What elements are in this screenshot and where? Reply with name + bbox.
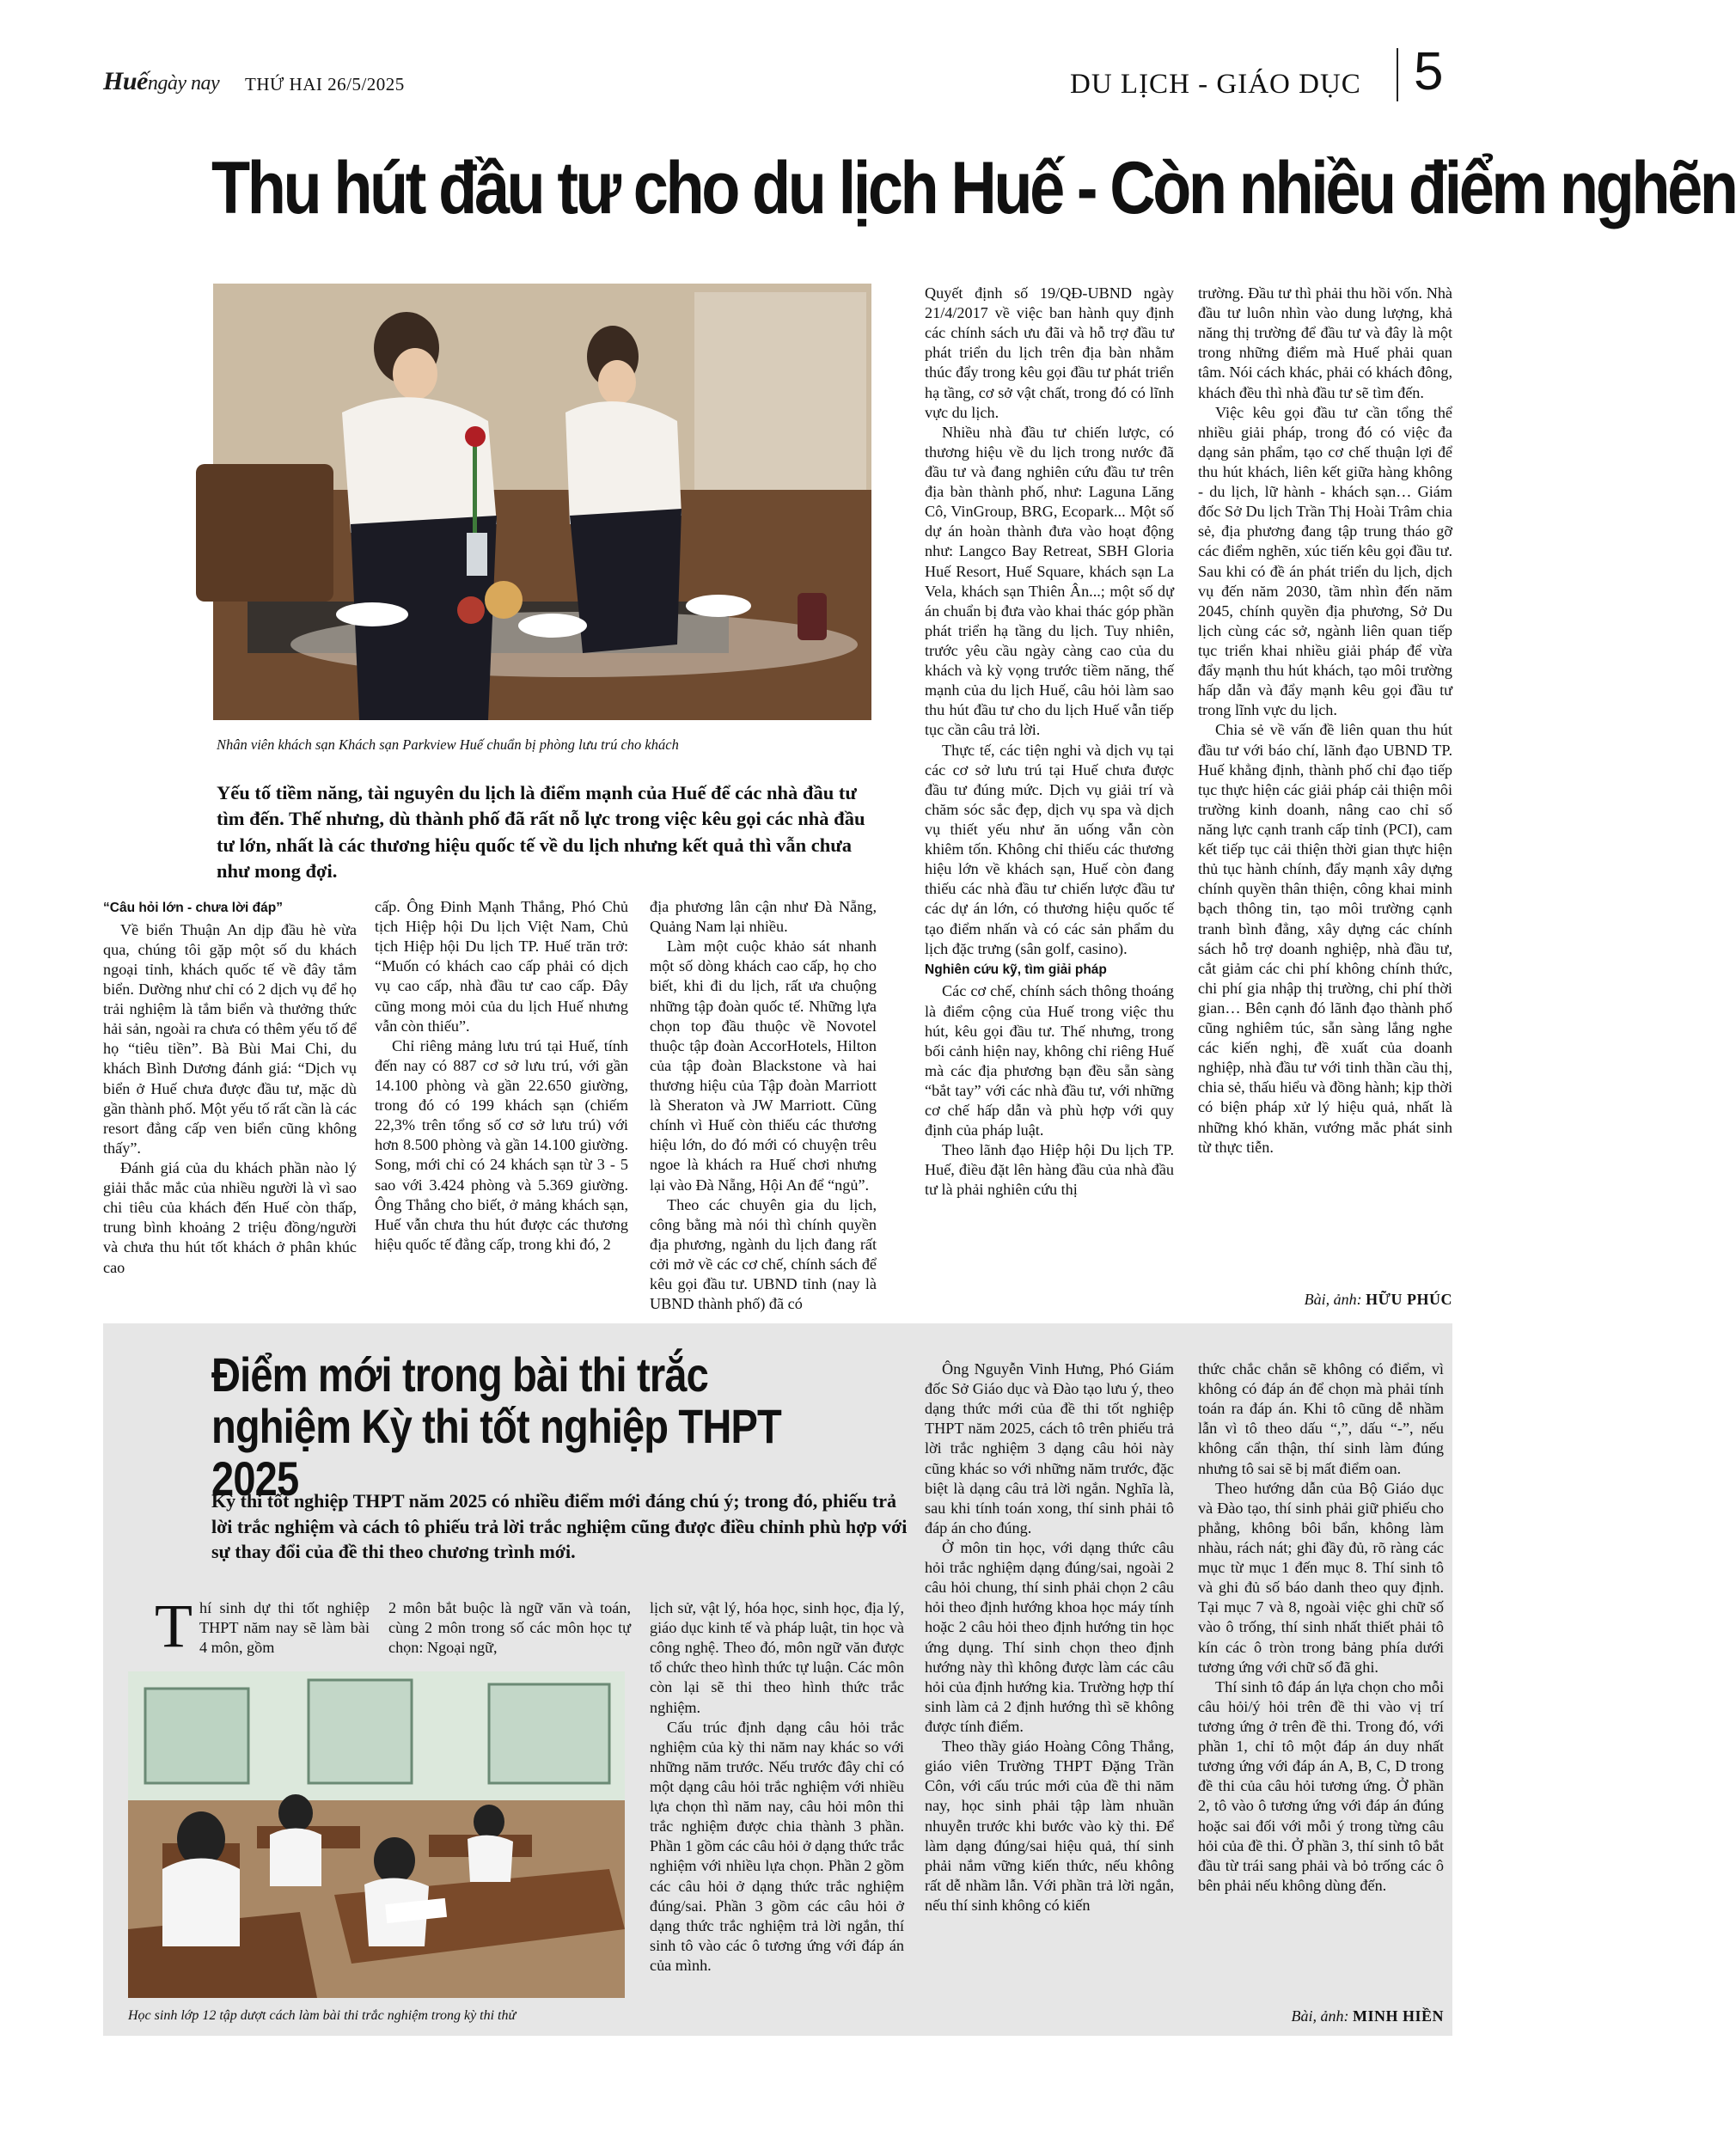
article2-column-5 [1198,1359,1444,1896]
paragraph: Chia sẻ về vấn đề liên quan thu hút đầu tư với báo chí, lãnh đạo UBND TP. Huế khẳng định, thành phố chỉ đạo tiếp tục thực hiện các giải pháp cải thiện môi trường kinh doanh, nâng cao chỉ số năng lực cạnh tranh cấp tỉnh (PCI), cam kết tiếp tục cải thiện thời gian thực hiện thủ tục hành chính, đẩy mạnh xây dựng chính quyền thân thiện, công khai minh bạch thông tin, tạo môi trường cạnh tranh bình đẳng, xây dựng các chính sách hỗ trợ doanh nghiệp, nhà đầu tư, cắt giảm các chi phí không chính thức, chi phí gia nhập thị trường, chi phí thời gian… Bên cạnh đó lãnh đạo thành phố cũng nghiêm túc, sẵn sàng lắng nghe các kiến nghị, đề xuất của doanh nghiệp, nhà đầu tư với tinh thần cầu thị, chia sẻ, thấu hiểu và đồng hành; kịp thời có biện pháp xử lý hiệu quả, nhất là những khó khăn, vướng mắc phát sinh từ thực tiễn. [1198,721,1452,1156]
paragraph: Theo thầy giáo Hoàng Công Thắng, giáo viên Trường THPT Đặng Trần Côn, với cấu trúc mới của đề thi năm nay, học sinh phải tập làm nhuần nhuyễn trước khi bước vào kỳ thi. Để làm dạng đúng/sai hiệu quả, thí sinh phải nắm vững kiến thức, nếu không rất dễ nhầm lẫn. Với phần trả lời ngắn, nếu thí sinh không có kiến [925,1738,1174,1914]
article1-column-2 [375,897,628,1255]
paragraph: Theo các chuyên gia du lịch, công bằng mà nói thì chính quyền địa phương, ngành du lịch đang rất cởi mở về các cơ chế, chính sách để kêu gọi đầu tư. UBND tỉnh (nay là UBND thành phố) đã có [650,1195,877,1313]
paragraph: Ở môn tin học, với dạng thức câu hỏi trắc nghiệm dạng đúng/sai, ngoài 2 câu hỏi chung, thí sinh phải chọn 2 câu hỏi theo định hướng khoa học máy tính hoặc 2 câu hỏi theo định hướng tin học ứng dụng. Thí sinh chọn theo định hướng này thì không được làm các câu hỏi của định hướng kia. Trường hợp thí sinh làm cả 2 định hướng thì sẽ không được tính điểm. [925,1538,1174,1735]
article1-byline: Bài, ảnh: HỮU PHÚC [1304,1291,1452,1308]
article2-photo-caption: Học sinh lớp 12 tập dượt cách làm bài thi trắc nghiệm trong kỳ thi thử [128,2008,517,2023]
article2-sapo: Kỳ thi tốt nghiệp THPT năm 2025 có nhiều điểm mới đáng chú ý; trong đó, phiếu trả lời trắc nghiệm và cách tô phiếu trả lời trắc nghiệm cũng được điều chỉnh phù hợp với sự thay đổi của đề thi theo chương trình mới. [211,1490,908,1563]
article1-headline: Thu hút đầu tư cho du lịch Huế - Còn nhiều điểm nghẽn [211,147,1736,229]
article1-column-1 [103,897,357,1278]
header-divider [1397,48,1398,101]
paragraph: địa phương lân cận như Đà Nẵng, Quảng Nam lại nhiều. [650,898,877,936]
paragraph: hí sinh dự thi tốt nghiệp THPT năm nay sẽ làm bài 4 môn, gồm [199,1599,370,1657]
article1-column-5 [1198,284,1452,1158]
article2-column-4 [925,1359,1174,1915]
paragraph: Ông Nguyễn Vinh Hưng, Phó Giám đốc Sở Giáo dục và Đào tạo lưu ý, theo dạng thức mới của đề thi tốt nghiệp THPT năm 2025, cách tô trên phiếu trả lời trắc nghiệm 3 dạng câu hỏi này cũng khác so với những năm trước, đặc biệt là dạng câu trả lời ngắn. Nghĩa là, sau khi tính toán xong, thí sinh phải tô đáp án cho đúng. [925,1360,1174,1536]
paragraph: Chỉ riêng mảng lưu trú tại Huế, tính đến nay có 887 cơ sở lưu trú, với gần 14.100 phòng và gần 22.650 giường, trong đó có 199 khách sạn (chiếm 22,3% trên tổng số cơ sở lưu trú) với hơn 8.500 phòng và gần 14.100 giường. Song, mới chỉ có 24 khách sạn từ 3 - 5 sao với 3.424 phòng và 5.369 giường. Ông Thắng cho biết, ở mảng khách sạn, Huế vẫn chưa thu hút được các thương hiệu quốc tế đẳng cấp, trong khi đó, 2 [375,1036,628,1253]
paragraph: Nhiều nhà đầu tư chiến lược, có thương hiệu về du lịch trong nước đã đầu tư và đang nghiên cứu đầu tư trên địa bàn thành phố, như: Laguna Lăng Cô, VinGroup, BRG, Ecopark... Một số dự án hoàn thành đưa vào hoạt động như: Langco Bay Retreat, SBH Gloria Huế Resort, Huế Square, khách sạn La Vela, khách sạn Thiên Ân...; một số dự án chuẩn bị đưa vào khai thác góp phần phát triển hạ tầng du lịch. Tuy nhiên, trước yêu cầu ngày càng cao của du khách và kỳ vọng trước tiềm năng, thế mạnh của du lịch Huế, câu hỏi làm sao thu hút đầu tư cho du lịch Huế vẫn tiếp tục cần câu trả lời. [925,423,1174,739]
dropcap: T [155,1591,193,1660]
paragraph: Đánh giá của du khách phần nào lý giải thắc mắc của nhiều người là vì sao chi tiêu của khách đến Huế còn thấp, trung bình khoảng 2 triệu đồng/người và chưa thu hút tốt khách ở phân khúc cao [103,1158,357,1276]
article1-subheading-2: Nghiên cứu kỹ, tìm giải pháp [925,962,1107,977]
paragraph: cấp. Ông Đinh Mạnh Thắng, Phó Chủ tịch Hiệp hội Du lịch Việt Nam, Chủ tịch Hiệp hội Du lịch TP. Huế trăn trở: “Muốn có khách cao cấp phải có dịch vụ cao cấp, nhà đầu tư cao cấp. Đây cũng mong mỏi của du lịch Huế nhưng vẫn còn thiếu”. [375,898,628,1035]
paragraph: Cấu trúc định dạng câu hỏi trắc nghiệm của kỳ thi năm nay khác so với những năm trước. Nếu trước đây chỉ có một dạng câu hỏi trắc nghiệm với nhiều lựa chọn thì năm nay, câu hỏi môn thi trắc nghiệm được chia thành 3 phần. Phần 1 gồm các câu hỏi ở dạng thức trắc nghiệm với nhiều lựa chọn. Phần 2 gồm các câu hỏi ở dạng thức trắc nghiệm đúng/sai. Phần 3 gồm các câu hỏi ở dạng thức trắc nghiệm trả lời ngắn, thí sinh tô vào các ô tương ứng với đáp án của mình. [650,1718,904,1974]
article2-column-2-top [388,1598,631,1658]
article2-byline: Bài, ảnh: MINH HIỀN [1291,2007,1444,2025]
paragraph: trường. Đầu tư thì phải thu hồi vốn. Nhà đầu tư luôn nhìn vào dung lượng, khả năng thị trường để đầu tư và đây là một trong những điểm mà Huế phải quan tâm. Nói cách khác, phải có khách đông, khách đều thì nhà đầu tư sẽ tìm đến. [1198,284,1452,401]
issue-date: THỨ HAI 26/5/2025 [245,74,405,95]
article1-sapo: Yếu tố tiềm năng, tài nguyên du lịch là điểm mạnh của Huế để các nhà đầu tư tìm đến. Thế nhưng, dù thành phố đã rất nỗ lực trong việc kêu gọi các nhà đầu tư lớn, nhất là các thương hiệu quốc tế về du lịch nhưng kết quả thì vẫn chưa như mong đợi. [217,782,865,883]
article1-photo-caption: Nhân viên khách sạn Khách sạn Parkview Huế chuẩn bị phòng lưu trú cho khách [217,736,679,753]
article2-headline: Điểm mới trong bài thi trắc nghiệm Kỳ thi tốt nghiệp THPT 2025 [211,1347,781,1506]
article1-photo [213,284,871,720]
paragraph: 2 môn bắt buộc là ngữ văn và toán, cùng 2 môn trong số các môn học tự chọn: Ngoại ngữ, [388,1599,631,1657]
paragraph: Quyết định số 19/QĐ-UBND ngày 21/4/2017 về việc ban hành quy định các chính sách ưu đãi và hỗ trợ đầu tư phát triển du lịch trên địa bàn nhằm thúc đẩy trong kêu gọi đầu tư phát triển hạ tầng, cơ sở vật chất, trong đó có lĩnh vực du lịch. [925,284,1174,421]
article1-column-3 [650,897,877,1314]
page-number: 5 [1414,42,1444,101]
paragraph: thức chắc chắn sẽ không có điểm, vì không có đáp án để chọn mà phải tính toán ra đáp án. Khi tô cũng dễ nhầm lẫn vì tô theo dấu “,”, dấu “-”, nếu không cẩn thận, thí sinh làm đúng nhưng tô sai sẽ bị mất điểm oan. [1198,1360,1444,1477]
paragraph: Về biển Thuận An dịp đầu hè vừa qua, chúng tôi gặp một số du khách ngoại tỉnh, khách quốc tế về đây tắm biển. Dường như chỉ có 2 dịch vụ để họ trải nghiệm là tắm biển và thưởng thức hải sản, ngoài ra chưa có thêm yếu tố để họ “tiêu tiền”. Bà Bùi Mai Chi, du khách Bình Dương đánh giá: “Dịch vụ biển ở Huế chưa được đầu tư, mặc dù gần thành phố. Một yếu tố rất cần là các resort đẳng cấp ven biển cũng không thấy”. [103,920,357,1157]
paragraph: Theo hướng dẫn của Bộ Giáo dục và Đào tạo, thí sinh phải giữ phiếu cho phẳng, không bôi bẩn, không làm nhàu, rách nát; ghi đầy đủ, rõ ràng các mục từ mục 1 đến mục 8. Thí sinh tô và ghi đủ số báo danh theo quy định. Tại mục 7 và 8, ngoài việc ghi chữ số vào ô trống, thí sinh nhất thiết phải tô kín các ô tròn trong bảng phía dưới tương ứng với chữ số đã ghi. [1198,1479,1444,1676]
paragraph: Các cơ chế, chính sách thông thoáng là điểm cộng của Huế trong việc thu hút, kêu gọi đầu tư. Thế nhưng, trong bối cảnh hiện nay, không chỉ riêng Huế mà các địa phương bạn đều sẵn sàng “bắt tay” với các nhà đầu tư, với những cơ chế hấp dẫn và phù hợp với quy định của pháp luật. [925,982,1174,1139]
paragraph: Theo lãnh đạo Hiệp hội Du lịch TP. Huế, điều đặt lên hàng đầu của nhà đầu tư là phải nghiên cứu thị [925,1141,1174,1199]
section-name: DU LỊCH - GIÁO DỤC [1070,69,1361,100]
article2-photo [128,1671,625,1998]
paragraph: Việc kêu gọi đầu tư cần tổng thể nhiều giải pháp, trong đó có việc đa dạng sản phẩm, tạo cơ chế thuận lợi để thu hút khách, liên kết giữa hàng không - du lịch, lữ hành - khách sạn… Giám đốc Sở Du lịch Trần Thị Hoài Trâm chia sẻ, địa phương đang tập trung tháo gỡ các điểm nghẽn, xúc tiến kêu gọi đầu tư. Sau khi có đề án phát triển du lịch, dịch vụ đến năm 2030, tầm nhìn đến năm 2045, chính quyền địa phương, Sở Du lịch cùng các sở, ngành liên quan tiếp tục triển khai nhiều giải pháp để vừa đẩy mạnh thu hút khách, tạo môi trường hấp dẫn và đẩy mạnh kêu gọi đầu tư trong lĩnh vực du lịch. [1198,403,1452,719]
paragraph: Thí sinh tô đáp án lựa chọn cho mỗi câu hỏi/ý hỏi trên đề thi vào vị trí tương ứng ở trên đề thi. Trong đó, với phần 1, chỉ tô một đáp án duy nhất tương ứng với đáp án A, B, C, D trong đề thi của câu hỏi tương ứng. Ở phần 2, tô vào ô tương ứng với đáp án đúng hoặc sai đối với mỗi ý trong từng câu hỏi của đề thi. Ở phần 3, thí sinh tô bắt đầu từ trái sang phải và bỏ trống các ô bên phải nếu không dùng đến. [1198,1677,1444,1894]
article1-subheading-1: “Câu hỏi lớn - chưa lời đáp” [103,901,283,915]
paragraph: Thực tế, các tiện nghi và dịch vụ tại các cơ sở lưu trú tại Huế chưa được đầu tư đúng mức. Dịch vụ giải trí và chăm sóc sắc đẹp, dịch vụ spa và dịch vụ thiết yếu như ăn uống vẫn còn khiêm tốn. Không chỉ thiếu các thương hiệu lớn về khách sạn, Huế còn đang thiếu các nhà đầu tư chiến lược đầu tư các dự án lớn, có thương hiệu quốc tế tạo điểm nhấn và có các sản phẩm du lịch đặc trưng (sân golf, casino). [925,741,1174,957]
article2-column-3 [650,1598,904,1976]
article2-column-1-top [155,1591,370,1660]
paragraph: Làm một cuộc khảo sát nhanh một số dòng khách cao cấp, họ cho biết, khi đi du lịch, rất ưa chuộng những tập đoàn quốc tế. Những lựa chọn top đầu thuộc về Novotel thuộc tập đoàn AccorHotels, Hilton của tập đoàn Blackstone và hai thương hiệu của Tập đoàn Marriott là Sheraton và JW Marriott. Cũng chính vì Huế còn thiếu các thương hiệu lớn, do đó mới có chuyện trêu ngoe là khách ra Huế chơi nhưng lại vào Đà Nẵng, Hội An để “ngủ”. [650,938,877,1194]
paragraph: lịch sử, vật lý, hóa học, sinh học, địa lý, giáo dục kinh tế và pháp luật, tin học và công nghệ. Theo đó, môn ngữ văn được tổ chức theo hình thức tự luận. Các môn còn lại sẽ thi theo hình thức trắc nghiệm. [650,1599,904,1716]
article1-column-4 [925,284,1174,1200]
newspaper-logo: Huếngày nay [103,67,220,95]
